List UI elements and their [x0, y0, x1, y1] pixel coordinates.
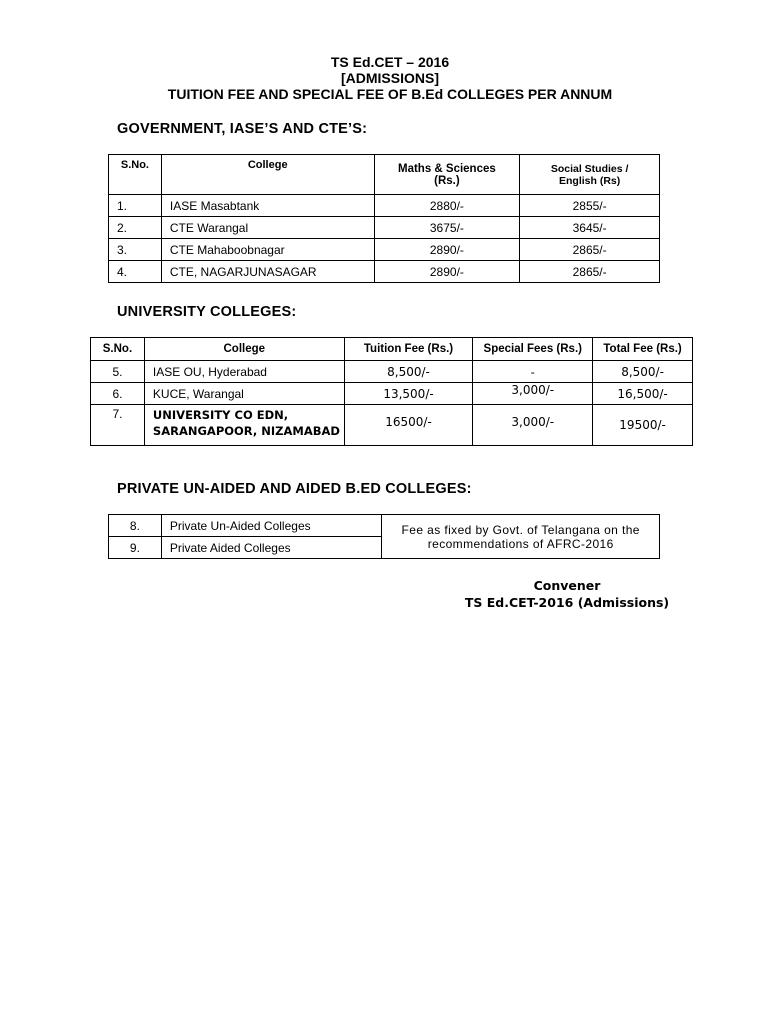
signature-title: Convener: [533, 578, 601, 593]
college-cell: [144, 405, 344, 446]
column-header-tuition: Tuition Fee (Rs.): [344, 338, 473, 361]
table-header-row: [109, 155, 660, 195]
table-row: [109, 239, 660, 261]
college-cell: IASE Masabtank: [161, 195, 374, 217]
table-header-row: [91, 338, 693, 361]
social-fee-cell: 3645/-: [520, 217, 660, 239]
sno-cell: 9.: [109, 537, 162, 559]
column-header-social: Social Studies / English (Rs): [520, 155, 660, 195]
private-fee-table: [108, 514, 660, 559]
column-header-sno: S.No.: [109, 155, 162, 195]
college-cell: IASE OU, Hyderabad: [144, 361, 344, 383]
sno-cell: 5.: [91, 361, 145, 383]
social-fee-cell: 2865/-: [520, 261, 660, 283]
table-row: [91, 383, 693, 405]
college-cell: CTE Mahaboobnagar: [161, 239, 374, 261]
private-heading: PRIVATE UN-AIDED AND AIDED B.ED COLLEGES:: [117, 481, 472, 497]
government-fee-table: [108, 154, 660, 283]
maths-fee-cell: 2890/-: [374, 261, 520, 283]
signature-block: [462, 577, 672, 611]
tuition-fee-cell: 16500/-: [344, 405, 473, 446]
sno-cell: 7.: [91, 405, 145, 446]
table-row: [109, 217, 660, 239]
table-row: [91, 361, 693, 383]
sno-cell: 8.: [109, 515, 162, 537]
total-fee-cell: 8,500/-: [593, 361, 693, 383]
college-cell: KUCE, Warangal: [144, 383, 344, 405]
college-cell: Private Un-Aided Colleges: [161, 515, 382, 537]
sno-cell: 3.: [109, 239, 162, 261]
column-header-maths: Maths & Sciences (Rs.): [374, 155, 520, 195]
signature-office: TS Ed.CET-2016 (Admissions): [464, 595, 670, 610]
special-fee-cell: 3,000/-: [473, 383, 593, 405]
column-header-sno: S.No.: [91, 338, 145, 361]
sno-cell: 1.: [109, 195, 162, 217]
college-cell: CTE, NAGARJUNASAGAR: [161, 261, 374, 283]
header-line-1: TS Ed.CET – 2016: [330, 54, 450, 70]
government-heading: GOVERNMENT, IASE’S AND CTE’S:: [117, 121, 368, 137]
fee-note-cell: Fee as fixed by Govt. of Telangana on the recommendations of AFRC-2016: [382, 515, 660, 559]
special-fee-cell: -: [473, 361, 593, 383]
table-row: [91, 405, 693, 446]
college-name-text: UNIVERSITY CO EDN, SARANGAPOOR, NIZAMABAD: [152, 408, 340, 438]
table-row: [109, 261, 660, 283]
social-fee-cell: 2855/-: [520, 195, 660, 217]
maths-fee-cell: 3675/-: [374, 217, 520, 239]
total-fee-cell: 19500/-: [593, 405, 693, 446]
table-row: [109, 515, 660, 537]
maths-fee-cell: 2880/-: [374, 195, 520, 217]
total-fee-cell: 16,500/-: [593, 383, 693, 405]
university-heading: UNIVERSITY COLLEGES:: [117, 304, 297, 320]
column-header-college: College: [161, 155, 374, 195]
sno-cell: 6.: [91, 383, 145, 405]
tuition-fee-cell: 13,500/-: [344, 383, 473, 405]
column-header-college: College: [144, 338, 344, 361]
header-line-3: TUITION FEE AND SPECIAL FEE OF B.Ed COLLEGES PER ANNUM: [167, 86, 613, 102]
special-fee-cell: 3,000/-: [473, 405, 593, 446]
tuition-fee-cell: 8,500/-: [344, 361, 473, 383]
column-header-special: Special Fees (Rs.): [473, 338, 593, 361]
university-fee-table: [90, 337, 693, 446]
college-cell: Private Aided Colleges: [161, 537, 382, 559]
social-fee-cell: 2865/-: [520, 239, 660, 261]
sno-cell: 4.: [109, 261, 162, 283]
maths-fee-cell: 2890/-: [374, 239, 520, 261]
document-header: [0, 54, 768, 102]
column-header-total: Total Fee (Rs.): [593, 338, 693, 361]
college-cell: CTE Warangal: [161, 217, 374, 239]
sno-cell: 2.: [109, 217, 162, 239]
table-row: [109, 195, 660, 217]
header-line-2: [ADMISSIONS]: [341, 70, 439, 86]
